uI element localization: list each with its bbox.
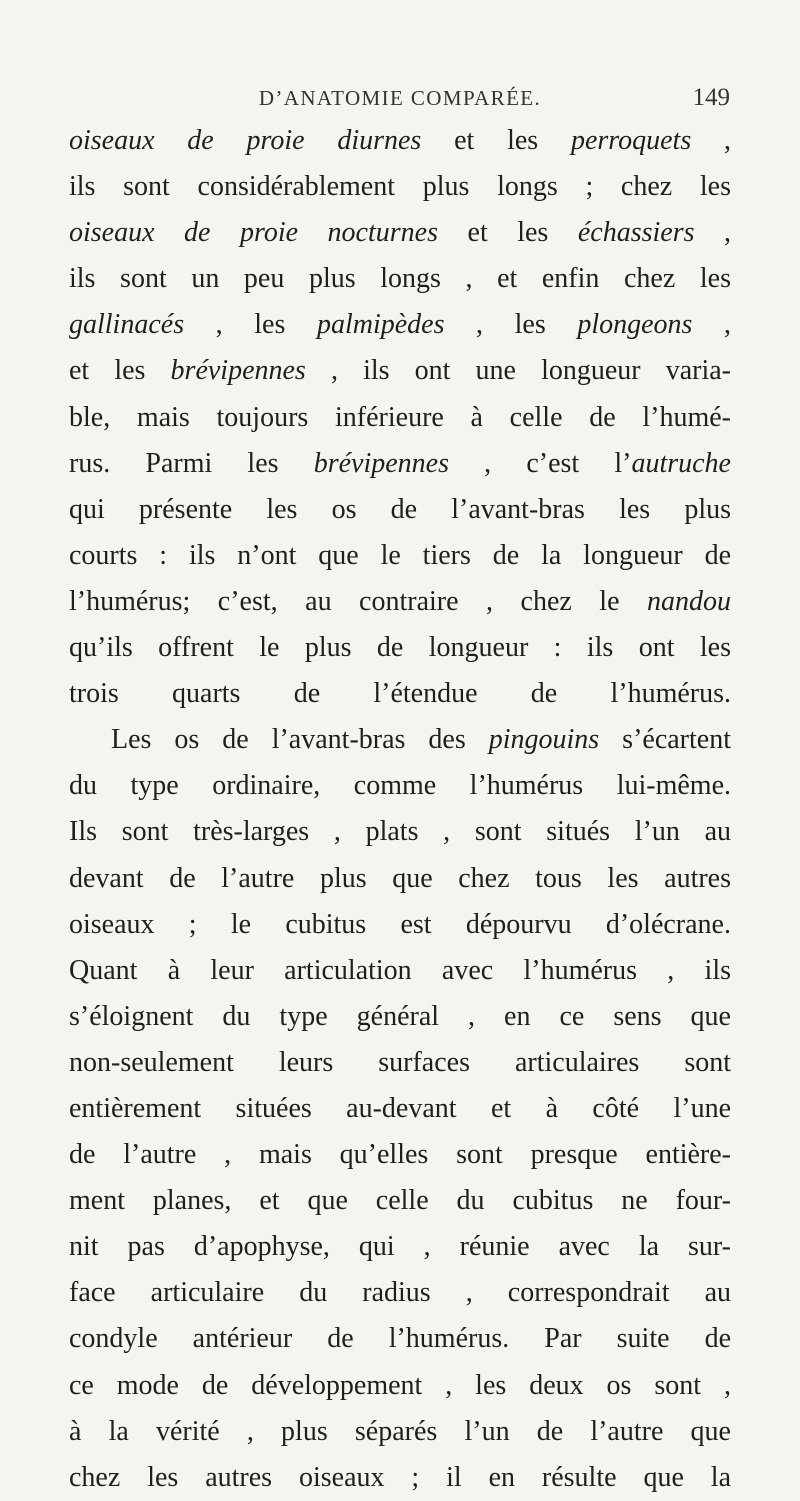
text-run: , les — [184, 309, 317, 341]
text-run: du type ordinaire, comme l’humérus lui-même. — [69, 770, 731, 802]
text-run: ble, mais toujours inférieure à celle de l’humé- — [69, 401, 731, 433]
text-line — [69, 395, 731, 441]
italic-term: oiseaux de proie diurnes — [69, 125, 422, 156]
text-run: courts : ils n’ont que le tiers de la longueur de — [69, 539, 731, 571]
italic-term: brévipennes — [170, 355, 306, 387]
text-line — [69, 579, 731, 625]
text-line — [69, 1178, 731, 1224]
running-head — [70, 84, 730, 114]
text-run: Les os de l’avant-bras des — [111, 724, 489, 756]
running-title: D’ANATOMIE COMPARÉE. — [258, 86, 542, 110]
text-line — [69, 210, 731, 256]
text-line — [69, 625, 731, 671]
text-run: rus. Parmi les — [69, 447, 314, 479]
text-line — [69, 302, 731, 348]
text-line — [69, 948, 731, 994]
text-line — [69, 671, 731, 717]
italic-term: autruche — [631, 447, 731, 479]
text-line — [69, 1316, 731, 1362]
text-run: ment planes, et que celle du cubitus ne four- — [69, 1185, 731, 1217]
text-run: de l’autre , mais qu’elles sont presque entière- — [69, 1139, 731, 1171]
text-run: entièrement situées au-devant et à côté l’une — [69, 1092, 731, 1124]
italic-term: palmipèdes — [316, 309, 445, 341]
text-line — [69, 1409, 731, 1455]
text-run: trois quarts de l’étendue de l’humérus. — [69, 678, 731, 710]
text-run: ils sont considérablement plus longs ; chez les — [69, 171, 731, 203]
text-run: et les — [421, 125, 571, 156]
text-run: qui présente les os de l’avant-bras les plus — [69, 493, 731, 525]
text-line — [69, 256, 731, 302]
text-run: Quant à leur articulation avec l’humérus , ils — [69, 954, 731, 986]
text-run: à la vérité , plus séparés l’un de l’autre que — [69, 1415, 731, 1447]
text-run: chez les autres oiseaux ; il en résulte que la — [69, 1461, 731, 1493]
text-run: face articulaire du radius , correspondrait au — [69, 1277, 731, 1309]
italic-term: nandou — [647, 585, 731, 617]
text-run: Ils sont très-larges , plats , sont situés l’un au — [69, 816, 731, 848]
text-run: et les — [69, 355, 171, 387]
text-line — [69, 1086, 731, 1132]
text-run: qu’ils offrent le plus de longueur : ils ont les — [69, 632, 731, 664]
italic-term: plongeons — [577, 309, 693, 341]
text-run: ils sont un peu plus longs , et enfin chez les — [69, 263, 731, 295]
text-run: , — [692, 309, 731, 341]
italic-term: gallinacés — [69, 309, 185, 341]
page-number: 149 — [692, 84, 730, 111]
text-run: devant de l’autre plus que chez tous les autres — [69, 862, 731, 894]
text-line — [69, 533, 731, 579]
text-run: condyle antérieur de l’humérus. Par suite de — [69, 1323, 731, 1355]
text-line — [69, 441, 731, 487]
text-run: ce mode de développement , les deux os sont , — [69, 1369, 731, 1401]
italic-term: oiseaux de proie nocturnes — [69, 217, 438, 249]
body-text — [69, 118, 731, 1501]
text-line — [69, 118, 731, 164]
text-line — [69, 348, 731, 394]
italic-term: perroquets — [570, 125, 692, 156]
text-run: nit pas d’apophyse, qui , réunie avec la sur- — [69, 1231, 731, 1263]
text-line — [69, 164, 731, 210]
text-run: oiseaux ; le cubitus est dépourvu d’olécrane. — [69, 908, 731, 940]
text-line — [69, 763, 731, 809]
text-run: s’écartent — [599, 724, 731, 756]
text-line — [69, 1270, 731, 1316]
text-run: non-seulement leurs surfaces articulaires sont — [69, 1046, 731, 1078]
text-line — [69, 1363, 731, 1409]
text-run: et les — [438, 217, 578, 249]
text-line — [69, 902, 731, 948]
italic-term: brévipennes — [313, 447, 449, 479]
text-line — [69, 1224, 731, 1270]
text-run: , c’est l’ — [449, 447, 632, 479]
text-line — [69, 717, 731, 763]
text-line — [69, 809, 731, 855]
text-line — [69, 487, 731, 533]
text-line — [69, 1132, 731, 1178]
text-line — [69, 994, 731, 1040]
text-run: s’éloignent du type général , en ce sens que — [69, 1000, 731, 1032]
text-run: , — [694, 217, 731, 249]
text-line — [69, 1040, 731, 1086]
text-run: , ils ont une longueur varia- — [305, 355, 731, 387]
text-line — [69, 856, 731, 902]
italic-term: échassiers — [577, 217, 695, 249]
text-run: , — [691, 125, 731, 156]
italic-term: pingouins — [488, 724, 600, 756]
text-run: l’humérus; c’est, au contraire , chez le — [69, 585, 647, 617]
text-run: , les — [444, 309, 578, 341]
text-line — [69, 1455, 731, 1501]
